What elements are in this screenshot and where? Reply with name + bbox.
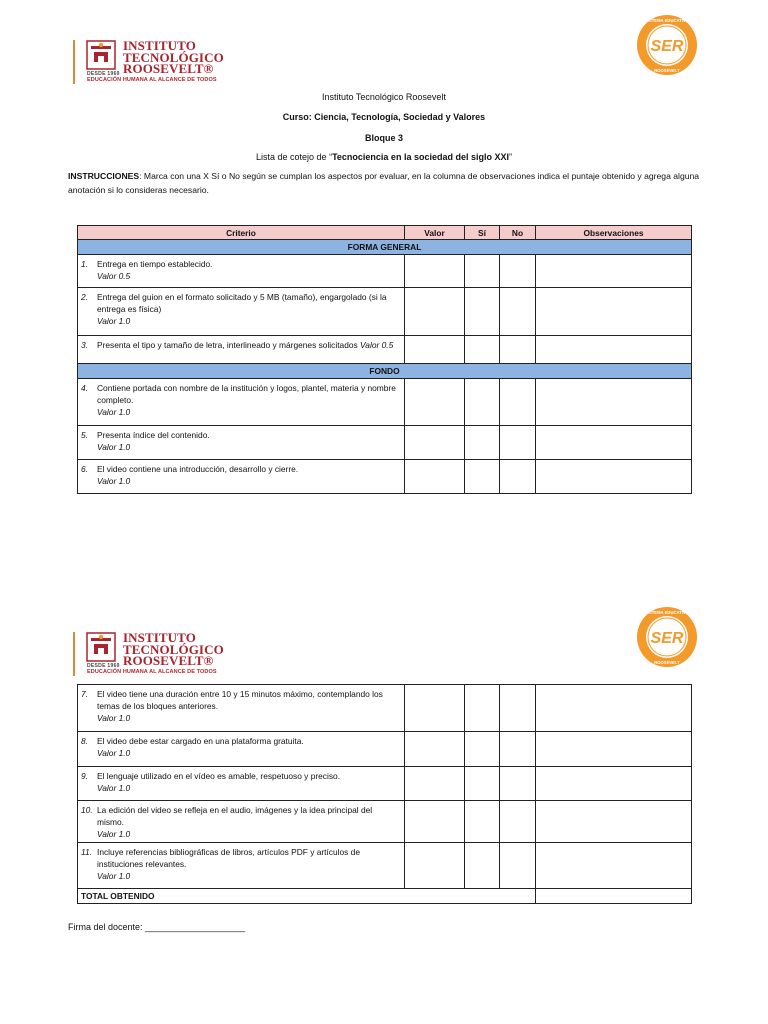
observaciones-cell[interactable] — [536, 767, 692, 801]
svg-text:SER: SER — [650, 630, 684, 647]
no-cell[interactable] — [500, 288, 536, 336]
criterion-value: Valor 0.5 — [97, 271, 131, 281]
no-cell[interactable] — [500, 255, 536, 288]
logo-since: DESDE 1969 — [87, 663, 120, 669]
valor-cell[interactable] — [405, 801, 465, 843]
valor-cell[interactable] — [405, 732, 465, 767]
ser-badge-icon — [636, 14, 698, 76]
si-cell[interactable] — [465, 732, 500, 767]
logo-line-2: TECNOLÓGICO — [123, 49, 224, 65]
instructions — [68, 170, 708, 197]
institution-logo-page-2 — [73, 632, 223, 676]
table-row — [78, 460, 692, 494]
valor-cell[interactable] — [405, 426, 465, 460]
section-fondo: FONDO — [78, 364, 692, 379]
criterion-number: 8. — [81, 736, 88, 746]
criterion-cell — [78, 379, 405, 426]
si-cell[interactable] — [465, 379, 500, 426]
logo-line-3: ROOSEVELT® — [123, 61, 214, 76]
logo-line-3: ROOSEVELT® — [123, 653, 214, 668]
observaciones-cell[interactable] — [536, 732, 692, 767]
criterion-cell — [78, 801, 405, 843]
valor-cell[interactable] — [405, 288, 465, 336]
logo-line-1: INSTITUTO — [123, 38, 196, 53]
observaciones-cell[interactable] — [536, 288, 692, 336]
logo-line-1: INSTITUTO — [123, 630, 196, 645]
table-row — [78, 426, 692, 460]
criterion-text: El video contiene una introducción, desarrollo y cierre. — [97, 464, 299, 474]
course-title: Curso: Ciencia, Tecnología, Sociedad y Valores — [282, 112, 486, 122]
no-cell[interactable] — [500, 426, 536, 460]
criterion-cell — [78, 288, 405, 336]
criterion-value: Valor 1.0 — [97, 442, 131, 452]
valor-cell[interactable] — [405, 843, 465, 889]
criterion-cell — [78, 732, 405, 767]
criterion-cell — [78, 685, 405, 732]
criterion-number: 9. — [81, 771, 88, 781]
criterion-cell — [78, 460, 405, 494]
criterion-text: Contiene portada con nombre de la institución y logos, plantel, materia y nombre completo. — [97, 383, 396, 405]
criterion-text: Incluye referencias bibliográficas de libros, artículos PDF y artículos de instituciones relevantes. — [97, 847, 360, 869]
criterion-text: El video debe estar cargado en una plataforma gratuita. — [97, 736, 304, 746]
valor-cell[interactable] — [405, 767, 465, 801]
observaciones-cell[interactable] — [536, 379, 692, 426]
header-valor: Valor — [405, 226, 465, 240]
institution-emblem-icon — [86, 632, 116, 662]
table-row — [78, 288, 692, 336]
no-cell[interactable] — [500, 336, 536, 364]
ser-badge-icon — [636, 606, 698, 668]
block-title: Bloque 3 — [364, 133, 403, 143]
criterion-cell — [78, 843, 405, 889]
institution-emblem-icon — [86, 40, 116, 70]
checklist-topic: Tecnociencia en la sociedad del siglo XXI — [332, 152, 509, 162]
observaciones-cell[interactable] — [536, 336, 692, 364]
criterion-number: 6. — [81, 464, 88, 474]
criterion-value: Valor 0.5 — [360, 340, 394, 350]
criterion-value: Valor 1.0 — [97, 316, 131, 326]
table-row — [78, 685, 692, 732]
table-row — [78, 843, 692, 889]
logo-wordmark — [123, 40, 224, 75]
checklist-table-1 — [77, 225, 692, 494]
table-row — [78, 801, 692, 843]
criterion-number: 5. — [81, 430, 88, 440]
total-row — [78, 889, 692, 904]
svg-text:SISTEMA EDUCATIVO: SISTEMA EDUCATIVO — [645, 18, 689, 23]
criterion-cell — [78, 767, 405, 801]
teacher-signature-line: Firma del docente: ____________________ — [68, 922, 246, 932]
criterion-cell — [78, 336, 405, 364]
institution-logo — [73, 40, 223, 84]
logo-motto: EDUCACIÓN HUMANA AL ALCANCE DE TODOS — [87, 77, 217, 83]
no-cell[interactable] — [500, 767, 536, 801]
no-cell[interactable] — [500, 732, 536, 767]
logo-line-2: TECNOLÓGICO — [123, 641, 224, 657]
si-cell[interactable] — [465, 767, 500, 801]
svg-text:SISTEMA EDUCATIVO: SISTEMA EDUCATIVO — [645, 610, 689, 615]
criterion-value: Valor 1.0 — [97, 407, 131, 417]
svg-text:ROOSEVELT: ROOSEVELT — [654, 660, 680, 665]
criterion-text: Entrega del guion en el formato solicitado y 5 MB (tamaño), engargolado (si la entrega es física) — [97, 292, 387, 314]
criterion-value: Valor 1.0 — [97, 783, 131, 793]
no-cell[interactable] — [500, 843, 536, 889]
header-observaciones: Observaciones — [536, 226, 692, 240]
no-cell[interactable] — [500, 685, 536, 732]
observaciones-cell[interactable] — [536, 685, 692, 732]
table-row — [78, 336, 692, 364]
criterion-cell — [78, 426, 405, 460]
si-cell[interactable] — [465, 843, 500, 889]
table-row — [78, 732, 692, 767]
criterion-value: Valor 1.0 — [97, 713, 131, 723]
criterion-text: Presenta el tipo y tamaño de letra, interlineado y márgenes solicitados — [97, 340, 358, 350]
criterion-number: 10. — [81, 805, 93, 815]
table-row — [78, 255, 692, 288]
logo-motto: EDUCACIÓN HUMANA AL ALCANCE DE TODOS — [87, 669, 217, 675]
si-cell[interactable] — [465, 336, 500, 364]
table-row — [78, 379, 692, 426]
criterion-value: Valor 1.0 — [97, 871, 131, 881]
valor-cell[interactable] — [405, 255, 465, 288]
logo-wordmark — [123, 632, 224, 667]
header-si: Sí — [465, 226, 500, 240]
observaciones-cell[interactable] — [536, 255, 692, 288]
observaciones-cell[interactable] — [536, 843, 692, 889]
no-cell[interactable] — [500, 460, 536, 494]
total-value-cell[interactable] — [536, 889, 692, 904]
criterion-text: El lenguaje utilizado en el vídeo es amable, respetuoso y preciso. — [97, 771, 341, 781]
checklist-suffix: ” — [508, 152, 512, 162]
valor-cell[interactable] — [405, 379, 465, 426]
svg-text:SER: SER — [650, 38, 684, 55]
criterion-text: Entrega en tiempo establecido. — [97, 259, 213, 269]
instructions-text: : Marca con una X Sí o No según se cumplan los aspectos por evaluar, en la columna de observaciones indica el puntaje obtenido y agrega alguna anotación si lo consideras necesario. — [68, 171, 700, 195]
observaciones-cell[interactable] — [536, 801, 692, 843]
valor-cell[interactable] — [405, 460, 465, 494]
table-row — [78, 767, 692, 801]
criterion-text: El video tiene una duración entre 10 y 15 minutos máximo, contemplando los temas de los bloques anteriores. — [97, 689, 383, 711]
logo-divider — [73, 632, 75, 676]
si-cell[interactable] — [465, 685, 500, 732]
si-cell[interactable] — [465, 426, 500, 460]
observaciones-cell[interactable] — [536, 426, 692, 460]
valor-cell[interactable] — [405, 336, 465, 364]
criterion-value: Valor 1.0 — [97, 476, 131, 486]
si-cell[interactable] — [465, 288, 500, 336]
header-no: No — [500, 226, 536, 240]
valor-cell[interactable] — [405, 685, 465, 732]
criterion-number: 3. — [81, 340, 88, 350]
criterion-number: 4. — [81, 383, 88, 393]
si-cell[interactable] — [465, 801, 500, 843]
checklist-title — [0, 152, 768, 162]
checklist-table-2 — [77, 684, 692, 904]
criterion-number: 2. — [81, 292, 88, 302]
criterion-number: 11. — [81, 847, 93, 857]
criterion-value: Valor 1.0 — [97, 829, 131, 839]
logo-divider — [73, 40, 75, 84]
si-cell[interactable] — [465, 460, 500, 494]
instructions-label: INSTRUCCIONES — [68, 171, 140, 181]
criterion-number: 7. — [81, 689, 88, 699]
header-criterio: Criterio — [78, 226, 405, 240]
total-label: TOTAL OBTENIDO — [78, 889, 536, 904]
criterion-number: 1. — [81, 259, 88, 269]
institution-name: Instituto Tecnológico Roosevelt — [322, 92, 446, 102]
criterion-text: La edición del video se refleja en el audio, imágenes y la idea principal del mismo. — [97, 805, 373, 827]
logo-since: DESDE 1969 — [87, 71, 120, 77]
section-forma-general: FORMA GENERAL — [78, 240, 692, 255]
svg-text:ROOSEVELT: ROOSEVELT — [654, 68, 680, 73]
observaciones-cell[interactable] — [536, 460, 692, 494]
table-header-row — [78, 226, 692, 240]
criterion-value: Valor 1.0 — [97, 748, 131, 758]
no-cell[interactable] — [500, 801, 536, 843]
no-cell[interactable] — [500, 379, 536, 426]
checklist-prefix: Lista de cotejo de “ — [256, 152, 333, 162]
criterion-text: Presenta índice del contenido. — [97, 430, 210, 440]
si-cell[interactable] — [465, 255, 500, 288]
criterion-cell — [78, 255, 405, 288]
